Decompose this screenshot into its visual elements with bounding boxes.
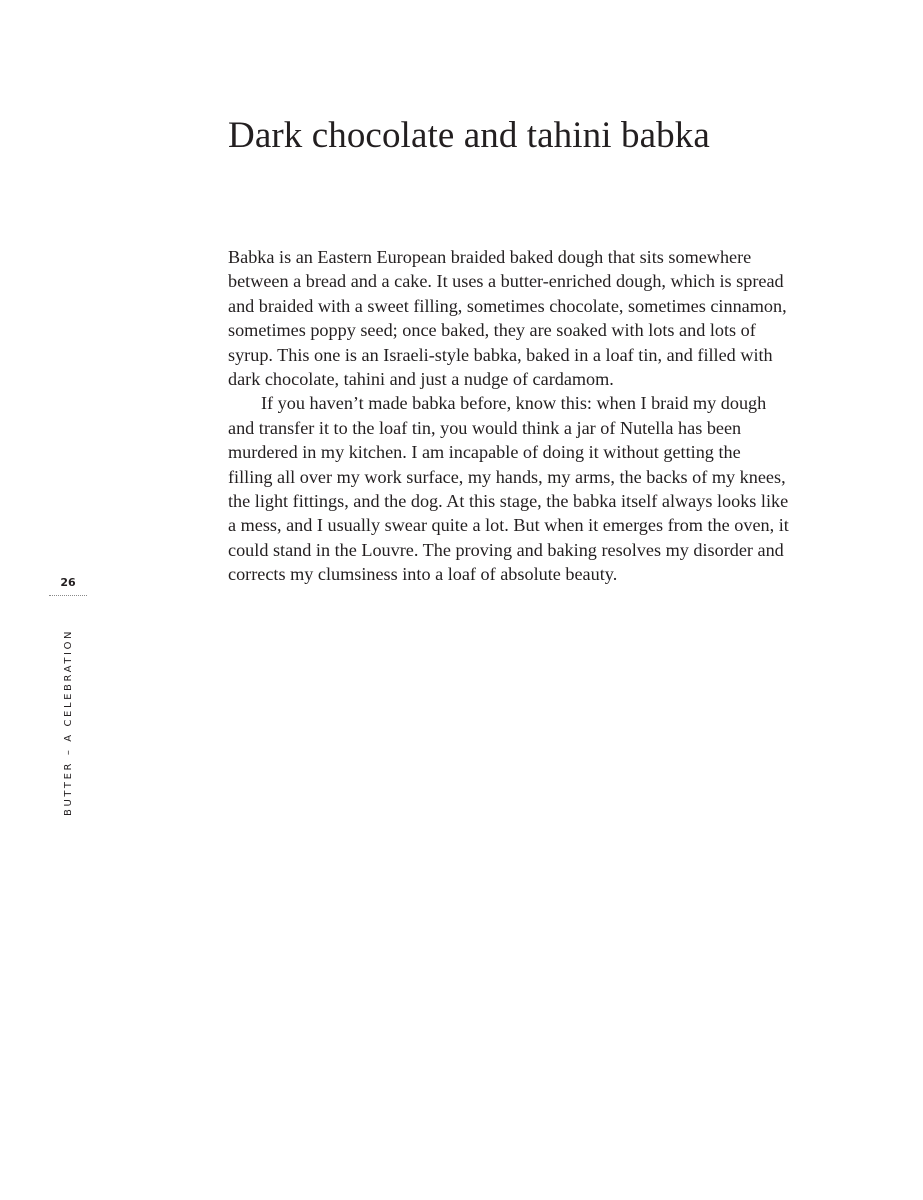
text-line: sometimes poppy seed; once baked, they are soaked with lots and lots of (228, 320, 756, 341)
recipe-title: Dark chocolate and tahini babka (228, 115, 710, 156)
text-line: Babka is an Eastern European braided baked dough that sits somewhere (228, 247, 752, 267)
text-line: If you haven’t made babka before, know this: when I braid my dough (261, 393, 767, 414)
text-line: corrects my clumsiness into a loaf of absolute beauty. (228, 564, 618, 585)
recipe-introduction (228, 245, 843, 587)
text-line: and transfer it to the loaf tin, you would think a jar of Nutella has been (228, 417, 742, 438)
page-number: 26 (60, 576, 76, 589)
text-line: a mess, and I usually swear quite a lot. But when it emerges from the oven, it (228, 515, 789, 536)
text-line: and braided with a sweet filling, sometimes chocolate, sometimes cinnamon, (228, 295, 787, 316)
text-line: filling all over my work surface, my hands, my arms, the backs of my knees, (228, 466, 786, 487)
text-line: dark chocolate, tahini and just a nudge of cardamom. (228, 369, 614, 390)
text-line: could stand in the Louvre. The proving and baking resolves my disorder and (228, 539, 784, 560)
intro-paragraph-2 (228, 391, 843, 586)
intro-paragraph-1 (228, 245, 843, 391)
running-book-title: BUTTER – A CELEBRATION (63, 628, 74, 816)
text-line: the light fittings, and the dog. At this stage, the babka itself always looks like (228, 491, 789, 512)
text-line: syrup. This one is an Israeli-style babka, baked in a loaf tin, and filled with (228, 344, 773, 365)
page-number-divider (49, 595, 87, 596)
text-line: murdered in my kitchen. I am incapable of doing it without getting the (228, 442, 741, 463)
text-line: between a bread and a cake. It uses a butter-enriched dough, which is spread (228, 271, 784, 292)
